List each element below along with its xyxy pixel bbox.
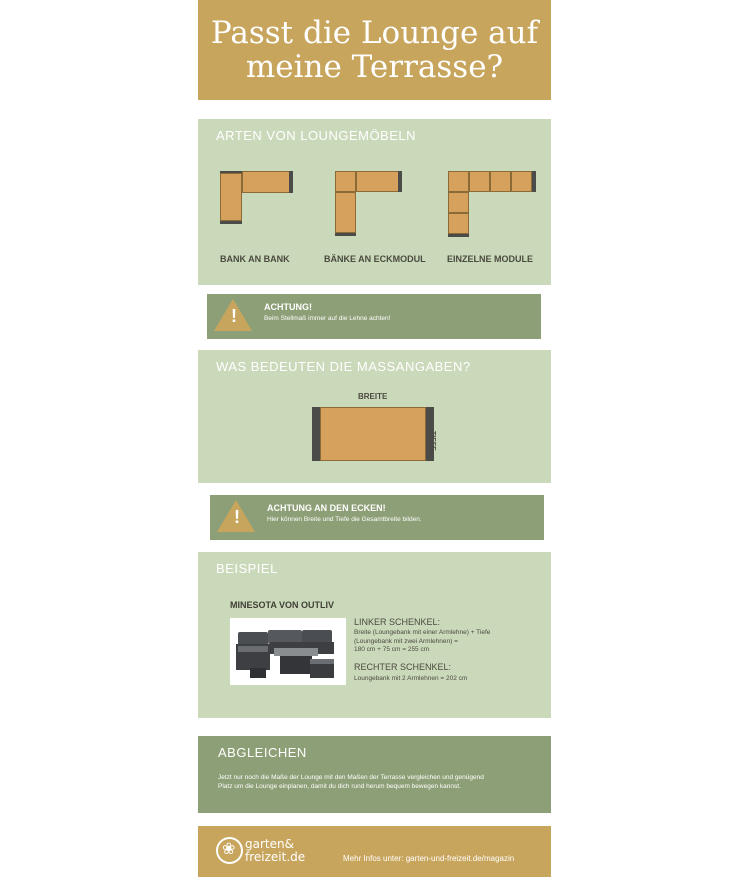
left-leg-line-3: 180 cm + 75 cm = 255 cm (354, 646, 430, 653)
page-title (198, 16, 551, 84)
footer-link[interactable]: Mehr Infos unter: garten-und-freizeit.de/magazin (343, 854, 515, 863)
warning-note-corners (210, 495, 544, 540)
infographic (198, 0, 551, 877)
module (448, 213, 469, 234)
module (469, 171, 490, 192)
logo-text-top: garten& (245, 837, 294, 851)
bench-module (242, 171, 290, 193)
backrest (448, 234, 469, 237)
type-label-bank-an-bank: BANK AN BANK (220, 254, 290, 264)
depth-label: TIEFE (429, 431, 436, 451)
module (490, 171, 511, 192)
note-text: Beim Stellmaß immer auf die Lehne achten! (264, 315, 391, 322)
product-photo (230, 618, 346, 685)
right-leg-heading: RECHTER SCHENKEL: (354, 662, 452, 672)
compare-text (218, 773, 538, 791)
compare-line-2: Platz um die Lounge einplanen, damit du dich rund herum bequem bewegen kannst. (218, 783, 461, 790)
bench-module (356, 171, 399, 192)
swirl-icon: ❀ (222, 839, 236, 858)
bench-seat (320, 407, 426, 461)
backrest (398, 171, 402, 192)
note-title: ACHTUNG! (264, 302, 312, 312)
compare-section (198, 736, 551, 813)
title-line-2: meine Terrasse? (245, 49, 504, 85)
compare-line-1: Jetzt nur noch die Maße der Lounge mit den Maßen der Terrasse vergleichen und genügend (218, 774, 484, 781)
module (448, 192, 469, 213)
note-title: ACHTUNG AN DEN ECKEN! (267, 503, 386, 513)
backrest-left (312, 407, 320, 461)
left-leg-text (354, 629, 529, 655)
left-leg-line-2: (Loungebank mit zwei Armlehnen) = (354, 637, 458, 645)
exclamation-icon: ! (231, 306, 237, 326)
section-heading: ARTEN VON LOUNGEMÖBELN (216, 128, 417, 143)
dimensions-section (198, 350, 551, 483)
type-label-einzelne-module: EINZELNE MODULE (447, 254, 534, 264)
example-section (198, 552, 551, 718)
type-label-baenke-an-eckmodul: BÄNKE AN ECKMODUL (324, 254, 426, 264)
header-banner (198, 0, 551, 100)
section-heading: BEISPIEL (216, 561, 278, 576)
lounge-set-illustration (230, 618, 346, 685)
note-text: Hier können Breite und Tiefe die Gesamtbreite bilden. (267, 516, 422, 523)
corner-module (335, 171, 356, 192)
right-leg-text: Loungebank mit 2 Armlehnen = 202 cm (354, 675, 468, 682)
section-heading: WAS BEDEUTEN DIE MASSANGABEN? (216, 359, 471, 374)
lounge-types-section (198, 119, 551, 285)
module (511, 171, 532, 192)
logo-text-bottom: freizeit.de (245, 850, 306, 864)
backrest (220, 221, 242, 224)
width-label: BREITE (358, 392, 388, 401)
warning-note-backrest (207, 294, 541, 339)
module (448, 171, 469, 192)
product-name: MINESOTA VON OUTLIV (230, 600, 335, 610)
bench-module (220, 173, 242, 221)
backrest (289, 171, 293, 193)
bench-module (335, 192, 356, 233)
backrest (335, 233, 356, 236)
footer (198, 826, 551, 877)
title-line-1: Passt die Lounge auf (210, 15, 539, 51)
exclamation-icon: ! (234, 507, 240, 527)
backrest (532, 171, 536, 192)
left-leg-heading: LINKER SCHENKEL: (354, 617, 441, 627)
left-leg-line-1: Breite (Loungebank mit einer Armlehne) + Tiefe (354, 629, 491, 636)
section-heading: ABGLEICHEN (218, 745, 307, 760)
